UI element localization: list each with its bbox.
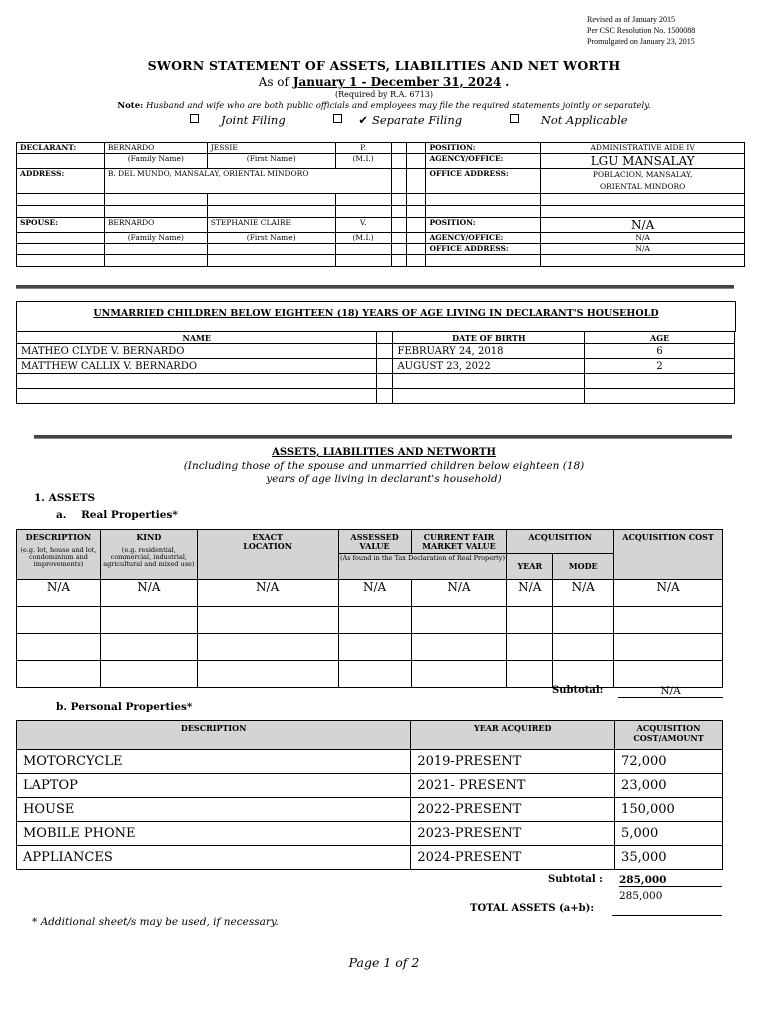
real-description: N/A [17,580,101,607]
declarant-position: ADMINISTRATIVE AIDE IV [541,143,745,154]
spouse-family-name-caption: (Family Name) [104,233,207,244]
spouse-position: N/A [541,218,745,233]
child-name: MATTHEW CALLIX V. BERNARDO [17,359,377,374]
description-header-label: DESCRIPTION [25,532,92,542]
child-age: 6 [585,344,735,359]
personal-description: MOTORCYCLE [17,750,411,774]
location-header: EXACT LOCATION [197,530,338,580]
name-header: NAME [17,332,377,344]
table-row [17,846,723,870]
acquisition-header: ACQUISITION [507,530,614,554]
checkbox-icon[interactable] [510,114,519,123]
description-header [17,530,101,580]
personal-description: APPLIANCES [17,846,411,870]
real-mode: N/A [553,580,614,607]
spouse-label: SPOUSE: [17,218,105,233]
declarant-first-name: JESSIE [207,143,335,154]
filing-options [190,113,672,127]
personal-year: 2024-PRESENT [411,846,615,870]
real-subtotal-value: N/A [618,685,723,698]
spouse-first-name-caption: (First Name) [207,233,335,244]
agency-label: AGENCY/OFFICE: [426,154,541,169]
personal-cost: 5,000 [615,822,723,846]
real-year: N/A [507,580,553,607]
table-row [17,580,723,607]
personal-cost: 72,000 [615,750,723,774]
spouse-office-address-label: OFFICE ADDRESS: [426,244,541,255]
age-header: AGE [585,332,735,344]
spouse-position-label: POSITION: [426,218,541,233]
joint-filing-label: Joint Filing [221,113,286,127]
spouse-agency: N/A [541,233,745,244]
declarant-label: DECLARANT: [17,143,105,154]
promulgated-line: Promulgated on January 23, 2015 [587,37,695,46]
office-address-line2: ORIENTAL MINDORO [599,182,686,191]
total-assets-label: TOTAL ASSETS (a+b): [470,903,595,914]
kind-header-sub: (e.g. residential, commercial, industrial, agricultural and mixed use) [103,546,195,568]
cost-header: ACQUISITION COST [614,530,723,580]
personal-cost-header: ACQUISITION COST/AMOUNT [615,721,723,750]
page-number: Page 1 of 2 [348,955,420,970]
assessed-header: ASSESSED VALUE [338,530,411,554]
personal-description-header: DESCRIPTION [17,721,411,750]
spouse-mi-caption: (M.I.) [335,233,391,244]
mode-header: MODE [553,554,614,580]
required-by: (Required by R.A. 6713) [334,90,434,99]
note-label: Note: [117,101,144,111]
family-name-caption: (Family Name) [104,154,207,169]
real-kind: N/A [100,580,197,607]
declarant-family-name: BERNARDO [104,143,207,154]
section-divider [34,435,732,439]
assets-subtitle-2: years of age living in declarant's household) [266,473,502,485]
office-address-label: OFFICE ADDRESS: [426,169,541,194]
children-title: UNMARRIED CHILDREN BELOW EIGHTEEN (18) YEARS OF AGE LIVING IN DECLARANT'S HOUSEHOLD [93,308,659,319]
spouse-office-address: N/A [541,244,745,255]
personal-description: HOUSE [17,798,411,822]
child-age: 2 [585,359,735,374]
personal-properties-heading: b. Personal Properties* [56,701,193,713]
assets-heading: 1. ASSETS [34,492,96,504]
as-of-period: January 1 - December 31, 2024 [292,75,502,89]
real-market: N/A [411,580,507,607]
not-applicable-label: Not Applicable [540,113,628,127]
personal-year: 2022-PRESENT [411,798,615,822]
table-row [17,750,723,774]
spouse-family-name: BERNARDO [104,218,207,233]
real-cost: N/A [614,580,723,607]
table-row [17,344,735,359]
real-properties-heading: a. Real Properties* [56,509,178,521]
personal-subtotal-value: 285,000 [619,874,722,887]
total-assets-line [612,915,722,916]
dob-header: DATE OF BIRTH [393,332,585,344]
section-divider [16,285,734,289]
real-assessed: N/A [338,580,411,607]
year-header: YEAR [507,554,553,580]
assets-title: ASSETS, LIABILITIES AND NETWORTH [272,447,496,458]
real-properties-table [16,529,723,688]
table-row [17,822,723,846]
mi-caption: (M.I.) [335,154,391,169]
declarant-address: B. DEL MUNDO, MANSALAY, ORIENTAL MINDORO [104,169,391,194]
checkbox-icon[interactable] [333,114,342,123]
personal-properties-table [16,720,723,870]
personal-description: MOBILE PHONE [17,822,411,846]
assets-subtitle-1: (Including those of the spouse and unmarried children below eighteen (18) [183,460,585,472]
value-note-text: (As found in the Tax Declaration of Real Property) [339,554,505,562]
description-header-sub: (e.g. lot, house and lot, condominium and improvements) [20,546,97,568]
personal-description: LAPTOP [17,774,411,798]
personal-subtotal-label: Subtotal : [548,874,603,885]
personal-year: 2019-PRESENT [411,750,615,774]
first-name-caption: (First Name) [207,154,335,169]
personal-cost: 35,000 [615,846,723,870]
personal-year-header: YEAR ACQUIRED [411,721,615,750]
not-applicable-option[interactable] [510,113,650,127]
declarant-mi: P. [335,143,391,154]
as-of-line [0,75,768,89]
children-table [16,331,735,404]
revision-note [587,14,695,47]
personal-cost: 150,000 [615,798,723,822]
kind-header [100,530,197,580]
child-dob: FEBRUARY 24, 2018 [393,344,585,359]
real-location: N/A [197,580,338,607]
note-text: Husband and wife who are both public officials and employees may file the required statements jointly or separately. [145,101,651,111]
value-note [338,554,507,580]
additional-sheet-note: * Additional sheet/s may be used, if necessary. [32,916,279,928]
separate-filing-option[interactable] [333,113,484,127]
real-subtotal-label: Subtotal: [552,685,604,696]
as-of-prefix: As of [258,75,289,89]
document-title: SWORN STATEMENT OF ASSETS, LIABILITIES AND NET WORTH [147,58,621,73]
separate-filing-label: Separate Filing [371,113,463,127]
table-row [17,798,723,822]
children-title-box [16,301,736,332]
revision-line: Revised as of January 2015 [587,15,675,24]
table-row [17,774,723,798]
total-assets-value: 285,000 [619,890,663,902]
office-address-line1: POBLACION, MANSALAY, [592,170,693,179]
child-dob: AUGUST 23, 2022 [393,359,585,374]
spouse-first-name: STEPHANIE CLAIRE [207,218,335,233]
joint-filing-option[interactable] [190,113,308,127]
checkbox-icon[interactable] [190,114,199,123]
resolution-line: Per CSC Resolution No. 1500088 [587,26,696,35]
filing-note [0,101,768,111]
address-label: ADDRESS: [17,169,105,194]
kind-header-label: KIND [136,532,162,542]
child-name: MATHEO CLYDE V. BERNARDO [17,344,377,359]
personal-year: 2023-PRESENT [411,822,615,846]
declarant-agency: LGU MANSALAY [541,154,745,169]
declarant-office-address [541,169,745,194]
market-header: CURRENT FAIR MARKET VALUE [411,530,507,554]
position-label: POSITION: [426,143,541,154]
spouse-agency-label: AGENCY/OFFICE: [426,233,541,244]
personal-year: 2021- PRESENT [411,774,615,798]
personal-cost: 23,000 [615,774,723,798]
as-of-suffix: . [505,75,510,89]
check-icon: ✔ [358,113,368,127]
spouse-mi: V. [335,218,391,233]
table-row [17,359,735,374]
declarant-spouse-table [16,142,745,267]
